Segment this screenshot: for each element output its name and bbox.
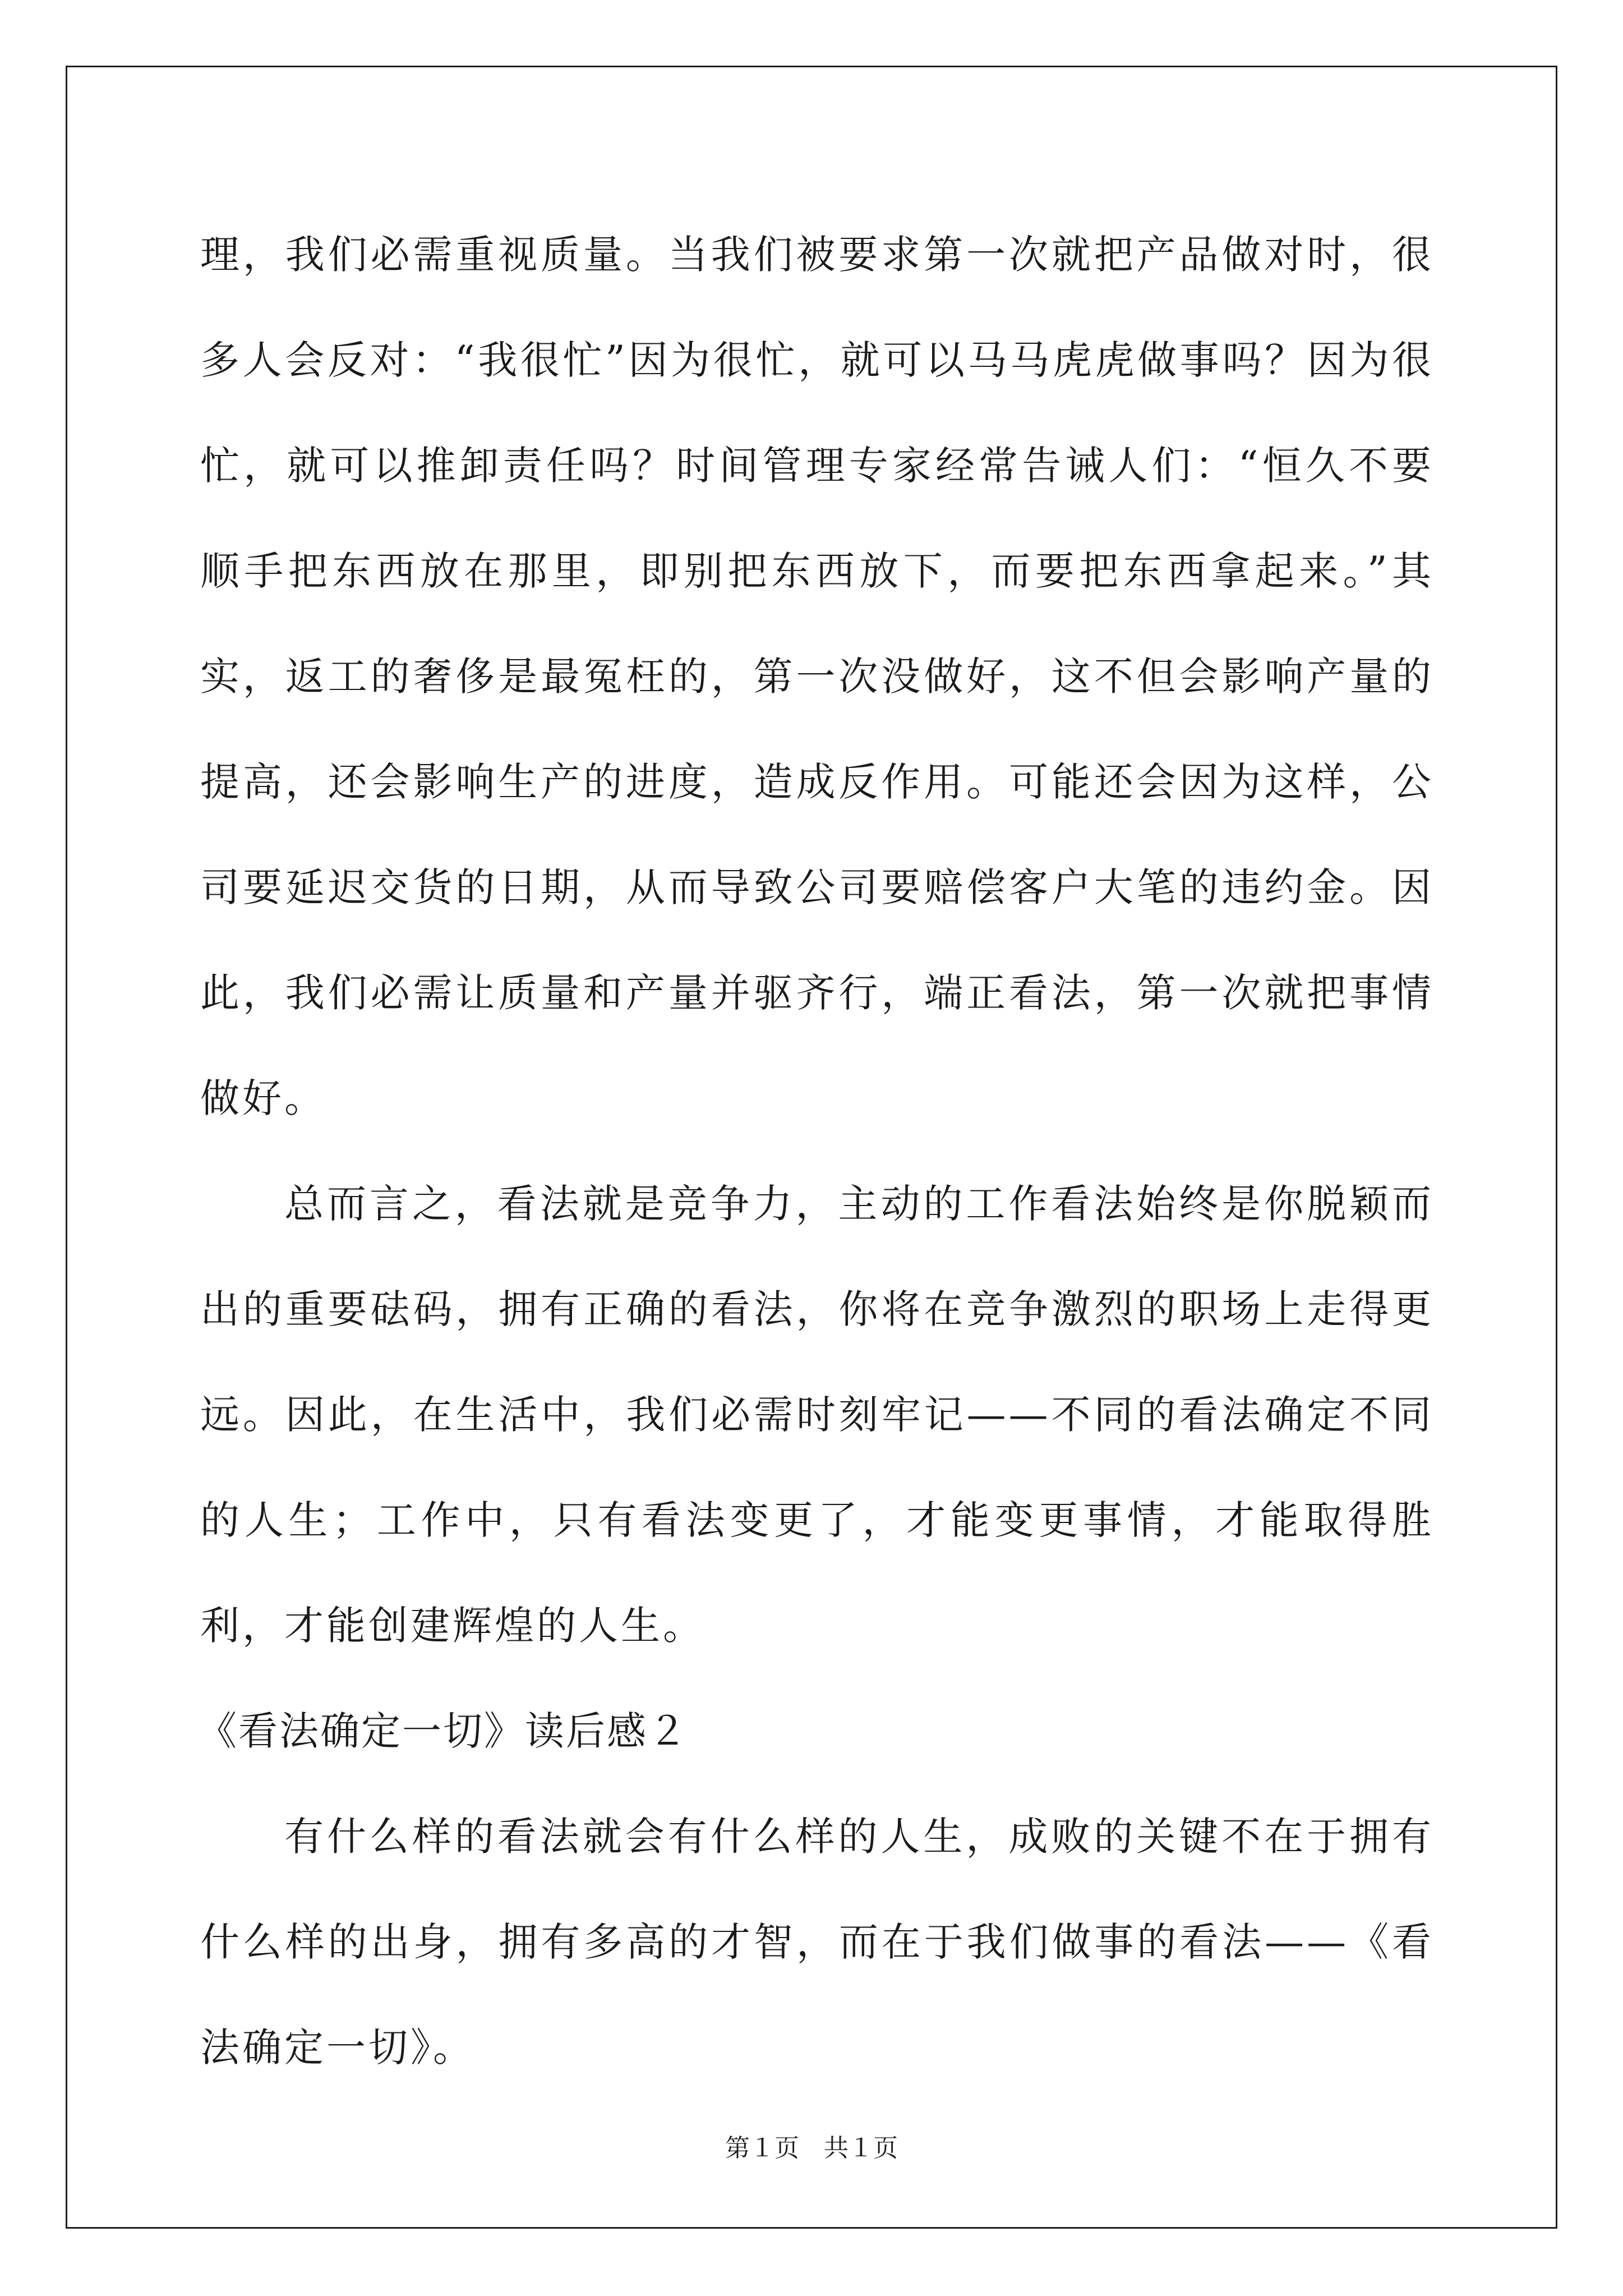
- paragraph: 理，我们必需重视质量。当我们被要求第一次就把产品做对时，很多人会反对：“我很忙”因为很忙，就可以马马虎虎做事吗？因为很忙，就可以推卸责任吗？时间管理专家经常告诫人们：“恒久不要顺手把东西放在那里，即别把东西放下，而要把东西拿起来。”其实，返工的奢侈是最冤枉的，第一次没做好，这不但会影响产量的提高，还会影响生产的进度，造成反作用。可能还会因为这样，公司要延迟交货的日期，从而导致公司要赔偿客户大笔的违约金。因此，我们必需让质量和产量并驱齐行，端正看法，第一次就把事情做好。: [200, 232, 1434, 1121]
- document-body: [197, 202, 1434, 2100]
- paragraph: 有什么样的看法就会有什么样的人生，成败的关键不在于拥有什么样的出身，拥有多高的才智，而在于我们做事的看法——《看法确定一切》。: [200, 1814, 1434, 2070]
- page-number: 第１页: [725, 2134, 799, 2162]
- page-footer: [0, 2132, 1623, 2165]
- section-heading: 《看法确定一切》读后感２: [197, 1708, 689, 1754]
- page-total: 共１页: [824, 2134, 898, 2162]
- paragraph: 总而言之，看法就是竞争力，主动的工作看法始终是你脱颖而出的重要砝码，拥有正确的看法，你将在竞争激烈的职场上走得更远。因此，在生活中，我们必需时刻牢记——不同的看法确定不同的人生；工作中，只有看法变更了，才能变更事情，才能取得胜利，才能创建辉煌的人生。: [200, 1181, 1434, 1649]
